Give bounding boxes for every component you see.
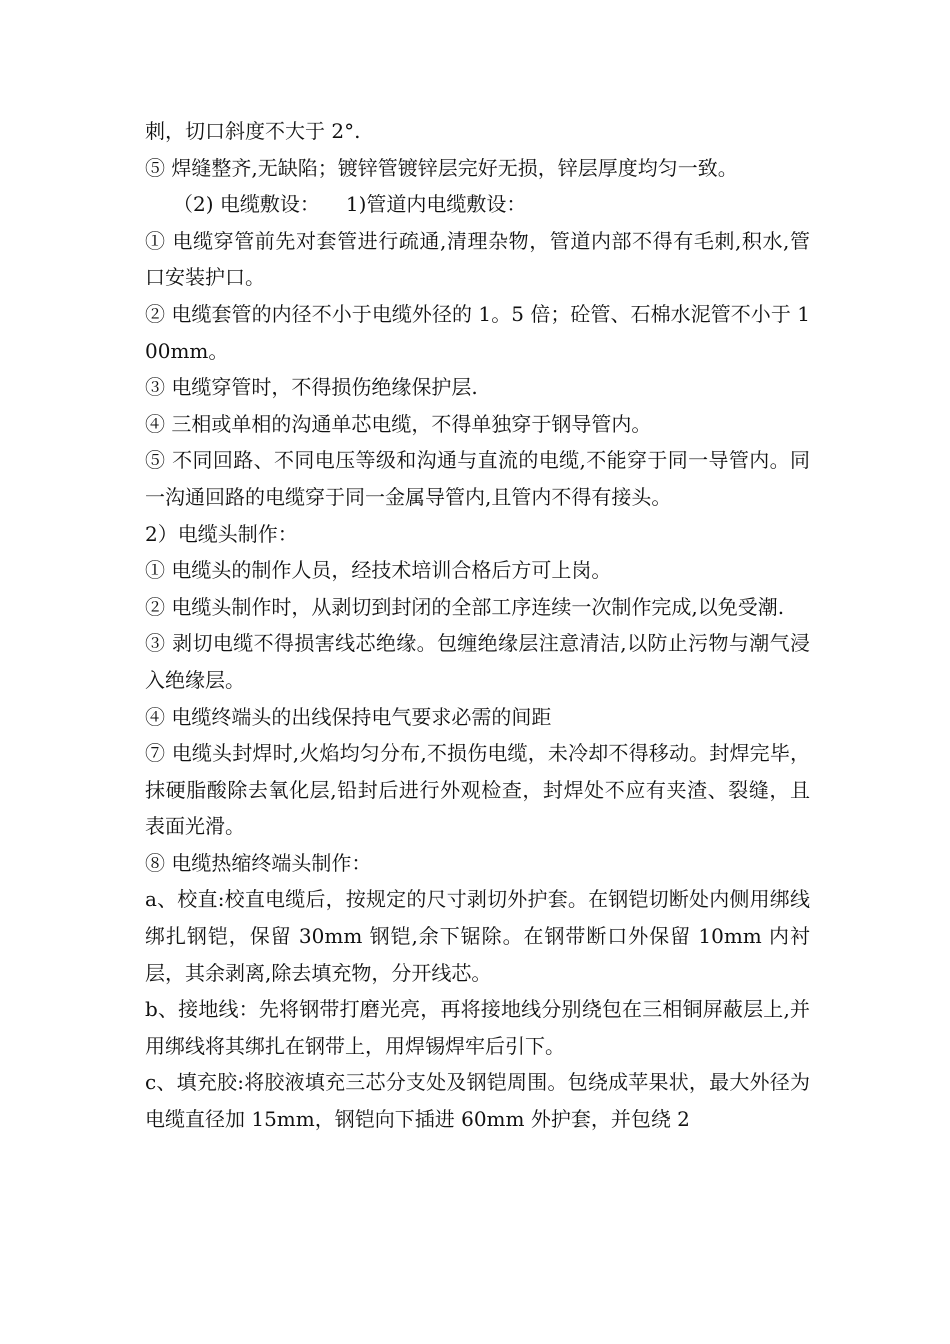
- paragraph-13: ④ 电缆终端头的出线保持电气要求必需的间距: [145, 704, 552, 729]
- paragraph-6: ③ 电缆穿管时，不得损伤绝缘保护层.: [145, 375, 478, 400]
- paragraph-4: ① 电缆穿管前先对套管进行疏通,清理杂物，管道内部不得有毛刺,积水,管口安装护口。: [145, 228, 810, 290]
- section-heading-part-a: （2) 电缆敷设：: [173, 192, 320, 217]
- paragraph-18: c、填充胶:将胶液填充三芯分支处及钢铠周围。包绕成苹果状，最大外径为电缆直径加 15mm，钢铠向下插进 60mm 外护套，并包绕 2: [145, 1070, 810, 1132]
- paragraph-1: 刺，切口斜度不大于 2°.: [145, 119, 361, 143]
- document-body: [145, 113, 810, 1138]
- paragraph-7: ④ 三相或单相的沟通单芯电缆，不得单独穿于钢导管内。: [145, 411, 652, 436]
- paragraph-5: ② 电缆套管的内径不小于电缆外径的 1。5 倍；砼管、石棉水泥管不小于 100mm。: [145, 301, 810, 363]
- paragraph-11: ② 电缆头制作时，从剥切到封闭的全部工序连续一次制作完成,以免受潮.: [145, 594, 785, 619]
- paragraph-12: ③ 剥切电缆不得损害线芯绝缘。包缠绝缘层注意清洁,以防止污物与潮气浸入绝缘层。: [145, 631, 810, 692]
- paragraph-17: b、接地线：先将钢带打磨光亮，再将接地线分别绕包在三相铜屏蔽层上,并用绑线将其绑扎在钢带上，用焊锡焊牢后引下。: [145, 997, 810, 1058]
- section-heading-cable-laying: [145, 186, 810, 223]
- paragraph-14: ⑦ 电缆头封焊时,火焰均匀分布,不损伤电缆，未冷却不得移动。封焊完毕，抹硬脂酸除去氧化层,铅封后进行外观检查，封焊处不应有夹渣、裂缝，且表面光滑。: [145, 741, 810, 839]
- section-heading-part-b: 1)管道内电缆敷设：: [345, 192, 527, 217]
- paragraph-8: ⑤ 不同回路、不同电压等级和沟通与直流的电缆,不能穿于同一导管内。同一沟通回路的电缆穿于同一金属导管内,且管内不得有接头。: [145, 448, 810, 509]
- paragraph-2: ⑤ 焊缝整齐,无缺陷；镀锌管镀锌层完好无损，锌层厚度均匀一致。: [145, 155, 738, 180]
- section-heading-cable-head: 2）电缆头制作：: [145, 521, 298, 546]
- paragraph-10: ① 电缆头的制作人员，经技术培训合格后方可上岗。: [145, 558, 612, 583]
- paragraph-15: ⑧ 电缆热缩终端头制作：: [145, 850, 372, 875]
- paragraph-16: a、校直:校直电缆后，按规定的尺寸剥切外护套。在钢铠切断处内侧用绑线绑扎钢铠，保留 30mm 钢铠,余下锯除。在钢带断口外保留 10mm 内衬层，其余剥离,除去填充物，分开线芯。: [145, 887, 810, 985]
